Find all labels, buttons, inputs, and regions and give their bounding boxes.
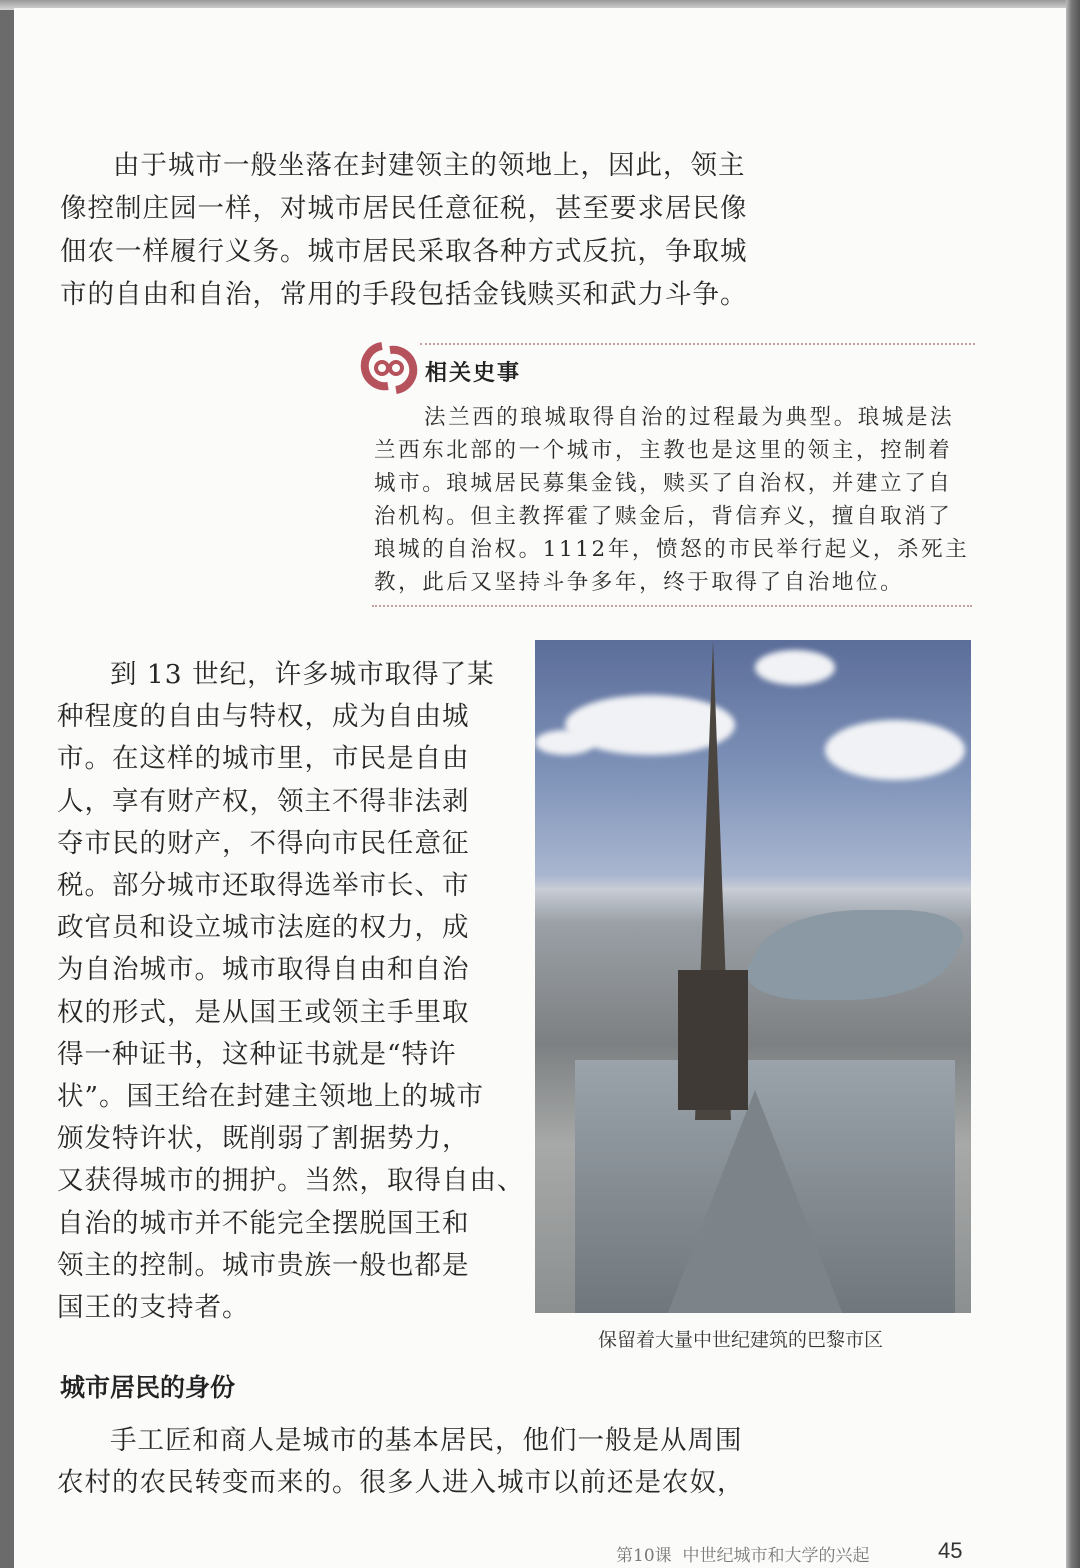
- text-line: 教，此后又坚持斗争多年，终于取得了自治地位。: [374, 570, 905, 595]
- text-line: 国王的支持者。: [57, 1292, 250, 1323]
- footer-lesson-title: 第10课 中世纪城市和大学的兴起: [616, 1546, 870, 1566]
- text-line: 又获得城市的拥护。当然，取得自由、: [57, 1165, 525, 1197]
- text-line: 琅城的自治权。1112年，愤怒的市民举行起义，杀死主: [374, 537, 970, 562]
- text-line: 夺市民的财产，不得向市民任意征: [57, 827, 470, 859]
- text-line: 颁发特许状，既削弱了割据势力，: [57, 1123, 470, 1155]
- sidebox-top-divider: [420, 343, 975, 345]
- text-line: 由于城市一般坐落在封建领主的领地上，因此，领主: [113, 150, 746, 181]
- text-line: 佃农一样履行义务。城市居民采取各种方式反抗，争取城: [60, 236, 748, 267]
- text-line: 政官员和设立城市法庭的权力，成: [57, 912, 470, 944]
- related-history-logo-icon: [360, 340, 418, 396]
- text-line: 兰西东北部的一个城市，主教也是这里的领主，控制着: [374, 438, 953, 463]
- paris-notre-dame-photo: [535, 640, 971, 1313]
- text-line: 种程度的自由与特权，成为自由城: [57, 701, 470, 733]
- page-number: 45: [938, 1538, 963, 1563]
- sidebox-bottom-divider: [372, 605, 972, 607]
- text-line: 为自治城市。城市取得自由和自治: [57, 954, 470, 986]
- text-line: 领主的控制。城市贵族一般也都是: [57, 1249, 470, 1281]
- text-line: 法兰西的琅城取得自治的过程最为典型。琅城是法: [424, 405, 955, 430]
- text-line: 城市。琅城居民募集金钱，赎买了自治权，并建立了自: [374, 471, 953, 496]
- text-line: 治机构。但主教挥霍了赎金后，背信弃义，擅自取消了: [374, 504, 953, 529]
- text-line: 自治的城市并不能完全摆脱国王和: [57, 1207, 470, 1239]
- text-line: 农村的农民转变而来的。很多人进入城市以前还是农奴，: [57, 1467, 745, 1498]
- section-heading: 城市居民的身份: [60, 1373, 236, 1402]
- sidebox-title: 相关史事: [425, 361, 522, 386]
- text-line: 到 13 世纪，许多城市取得了某: [110, 659, 495, 690]
- photo-caption: 保留着大量中世纪建筑的巴黎市区: [598, 1329, 884, 1351]
- scan-right-edge: [1066, 0, 1080, 1568]
- text-line: 人，享有财产权，领主不得非法剥: [57, 785, 470, 817]
- text-line: 权的形式，是从国王或领主手里取: [57, 996, 470, 1028]
- text-line: 像控制庄园一样，对城市居民任意征税，甚至要求居民像: [60, 193, 748, 224]
- text-line: 状”。国王给在封建主领地上的城市: [57, 1081, 485, 1112]
- text-line: 税。部分城市还取得选举市长、市: [57, 870, 470, 901]
- text-line: 市的自由和自治，常用的手段包括金钱赎买和武力斗争。: [60, 279, 748, 310]
- text-line: 得一种证书，这种证书就是“特许: [57, 1038, 457, 1070]
- text-line: 市。在这样的城市里，市民是自由: [57, 743, 470, 775]
- text-line: 手工匠和商人是城市的基本居民，他们一般是从周围: [110, 1425, 743, 1456]
